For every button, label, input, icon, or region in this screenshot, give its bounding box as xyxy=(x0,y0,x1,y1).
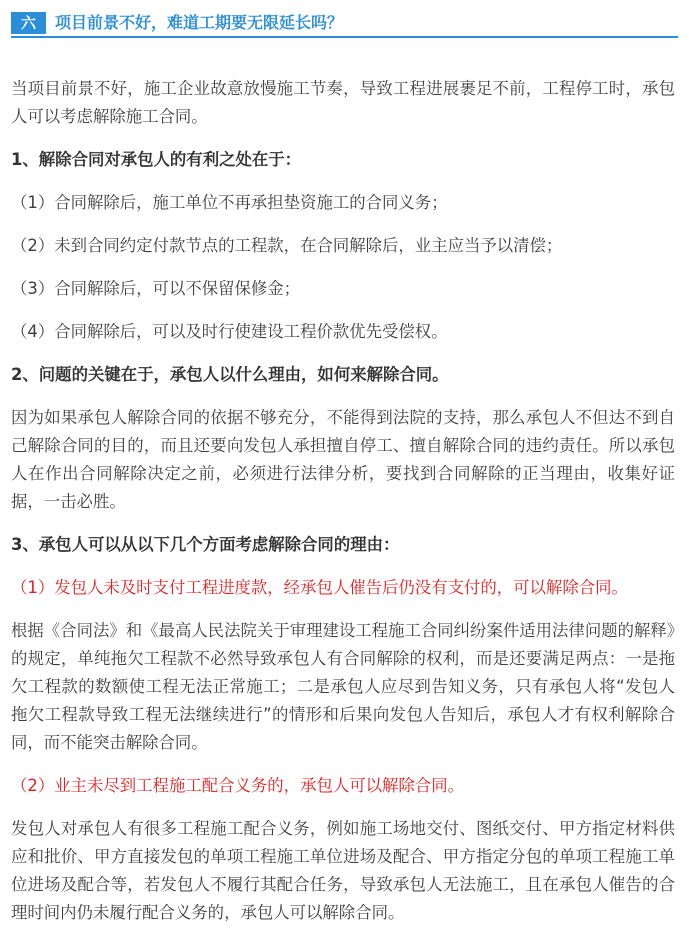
section-header xyxy=(11,10,678,38)
list-item: （2）未到合同约定付款节点的工程款，在合同解除后，业主应当予以清偿； xyxy=(11,236,563,255)
subheading-reasons: 3、承包人可以从以下几个方面考虑解除合同的理由： xyxy=(11,535,400,554)
reason-highlight: （2）业主未尽到工程施工配合义务的，承包人可以解除合同。 xyxy=(11,776,464,795)
list-item: （3）合同解除后，可以不保留保修金； xyxy=(11,279,301,298)
body-paragraph: 发包人对承包人有很多工程施工配合义务，例如施工场地交付、图纸交付、甲方指定材料供应和批价、甲方直接发包的单项工程施工单位进场及配合、甲方指定分包的单项工程施工单位进场及配合等，若发包人不履行其配合任务，导致承包人无法施工，且在承包人催告的合理时间内仍未履行配合义务的，承包人可以解除合同。 xyxy=(11,819,675,922)
intro-paragraph: 当项目前景不好，施工企业故意放慢施工节奏，导致工程进展裹足不前，工程停工时，承包人可以考虑解除施工合同。 xyxy=(11,79,675,126)
article-body xyxy=(11,75,675,942)
section-number-badge: 六 xyxy=(11,12,46,34)
body-paragraph: 因为如果承包人解除合同的依据不够充分，不能得到法院的支持，那么承包人不但达不到自己解除合同的目的，而且还要向发包人承担擅自停工、擅自解除合同的违约责任。所以承包人在作出合同解除决定之前，必须进行法律分析，要找到合同解除的正当理由，收集好证据，一击必胜。 xyxy=(11,408,675,511)
list-item: （4）合同解除后，可以及时行使建设工程价款优先受偿权。 xyxy=(11,322,448,341)
subheading-key-issue: 2、问题的关键在于，承包人以什么理由，如何来解除合同。 xyxy=(11,365,449,384)
list-item: （1）合同解除后，施工单位不再承担垫资施工的合同义务； xyxy=(11,193,448,212)
subheading-advantages: 1、解除合同对承包人的有利之处在于： xyxy=(11,150,302,169)
reason-highlight: （1）发包人未及时支付工程进度款，经承包人催告后仍没有支付的，可以解除合同。 xyxy=(11,578,628,597)
section-title: 项目前景不好，难道工期要无限延长吗？ xyxy=(55,13,344,32)
body-paragraph: 根据《合同法》和《最高人民法院关于审理建设工程施工合同纠纷案件适用法律问题的解释》的规定，单纯拖欠工程款不必然导致承包人有合同解除的权利，而是还要满足两点：一是拖欠工程款的数额使工程无法正常施工；二是承包人应尽到告知义务，只有承包人将“发包人拖欠工程款导致工程无法继续进行”的情形和后果向发包人告知后，承包人才有权利解除合同，而不能突击解除合同。 xyxy=(11,621,675,752)
